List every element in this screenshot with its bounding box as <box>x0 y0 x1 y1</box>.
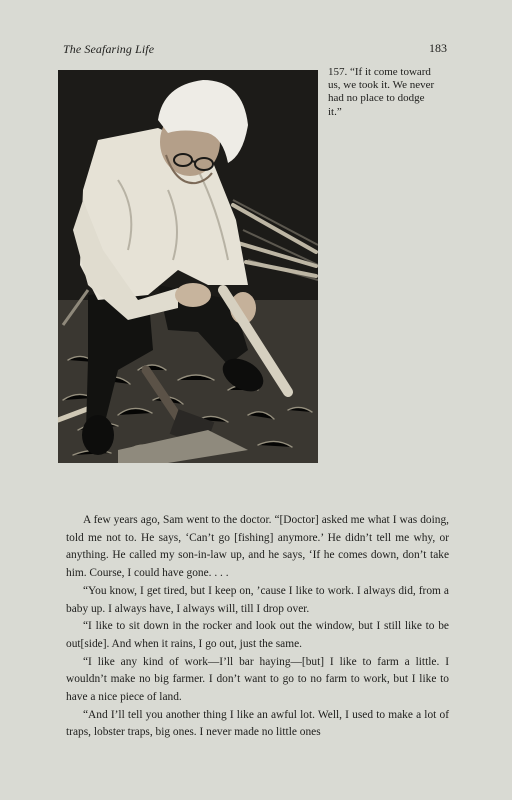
paragraph: “I like any kind of work—I’ll bar haying—[but] I like to farm a little. I wouldn’t make no big farmer. I don’t want to go to no farm to work, but I like to have a nice piece of land. <box>66 655 449 704</box>
paragraph: A few years ago, Sam went to the doctor. “[Doctor] asked me what I was doing, told me not to. He says, ‘Can’t go [fishing] anymore.’ He didn’t tell me why, or anything. He called my son-in-law up, and he says, ‘If he comes down, don’t take him. Course, I could have gone. . . . <box>66 514 449 580</box>
photo-caption: 157. “If it come toward us, we took it. We never had no place to dodge it.” <box>328 66 435 118</box>
paragraph: “I like to sit down in the rocker and look out the window, but I still like to be out[side]. And when it rains, I go out, just the same. <box>66 620 449 650</box>
paragraph: “You know, I get tired, but I keep on, ’cause I like to work. I always did, from a baby up. I always have, I always will, till I drop over. <box>66 584 449 615</box>
page-number: 183 <box>429 41 447 55</box>
running-head: The Seafaring Life <box>63 42 155 56</box>
paragraph: “And I’ll tell you another thing I like an awful lot. Well, I used to make a lot of traps, lobster traps, big ones. I never made no little ones <box>66 708 449 739</box>
photo-man-whittling <box>58 70 318 463</box>
photo-illustration <box>58 70 318 463</box>
body-text <box>66 512 449 742</box>
